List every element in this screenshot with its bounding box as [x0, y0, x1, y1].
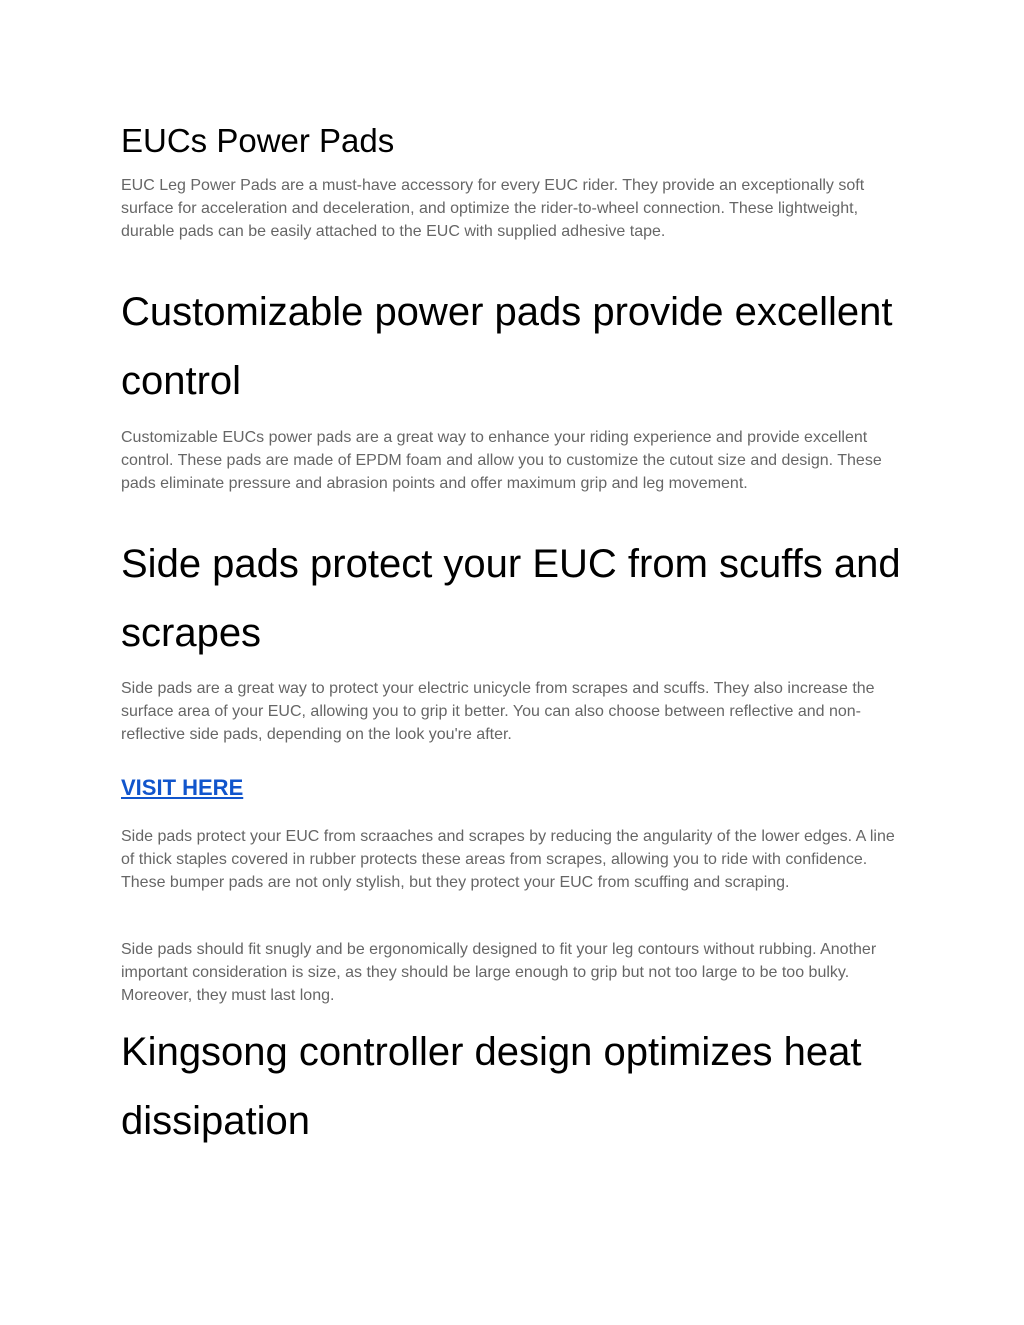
section-title-kingsong-controller: Kingsong controller design optimizes heat dissipation — [121, 1030, 862, 1143]
section-title-customizable-power-pads: Customizable power pads provide excellent control — [121, 290, 893, 403]
paragraph-side-pads: Side pads are a great way to protect your electric unicycle from scrapes and scuffs. They also increase the surface area of your EUC, allowing you to grip it better. You can also choose between reflective and non-reflective side pads, depending on the look you're after. — [121, 680, 875, 743]
section-title-side-pads: Side pads protect your EUC from scuffs and scrapes — [121, 542, 901, 655]
paragraph-side-pads-fit: Side pads should fit snugly and be ergonomically designed to fit your leg contours without rubbing. Another important consideration is size, as they should be large enough to grip but not too large to be too bulky. Moreover, they must last long. — [121, 941, 877, 1004]
paragraph-side-pads-scrapes: Side pads protect your EUC from scraaches and scrapes by reducing the angularity of the lower edges. A line of thick staples covered in rubber protects these areas from scrapes, allowing you to ride with confidence. These bumper pads are not only stylish, but they protect your EUC from scuffing and scraping. — [121, 828, 895, 891]
paragraph-leg-power-pads: EUC Leg Power Pads are a must-have accessory for every EUC rider. They provide an exceptionally soft surface for acceleration and deceleration, and optimize the rider-to-wheel connection. These lightweight, durable pads can be easily attached to the EUC with supplied adhesive tape. — [121, 177, 865, 240]
section-title-eucs-power-pads: EUCs Power Pads — [121, 122, 395, 159]
paragraph-customizable-power-pads: Customizable EUCs power pads are a great way to enhance your riding experience and provide excellent control. These pads are made of EPDM foam and allow you to customize the cutout size and design. These pads eliminate pressure and abrasion points and offer maximum grip and leg movement. — [121, 429, 882, 492]
visit-here-link[interactable]: VISIT HERE — [121, 775, 244, 800]
